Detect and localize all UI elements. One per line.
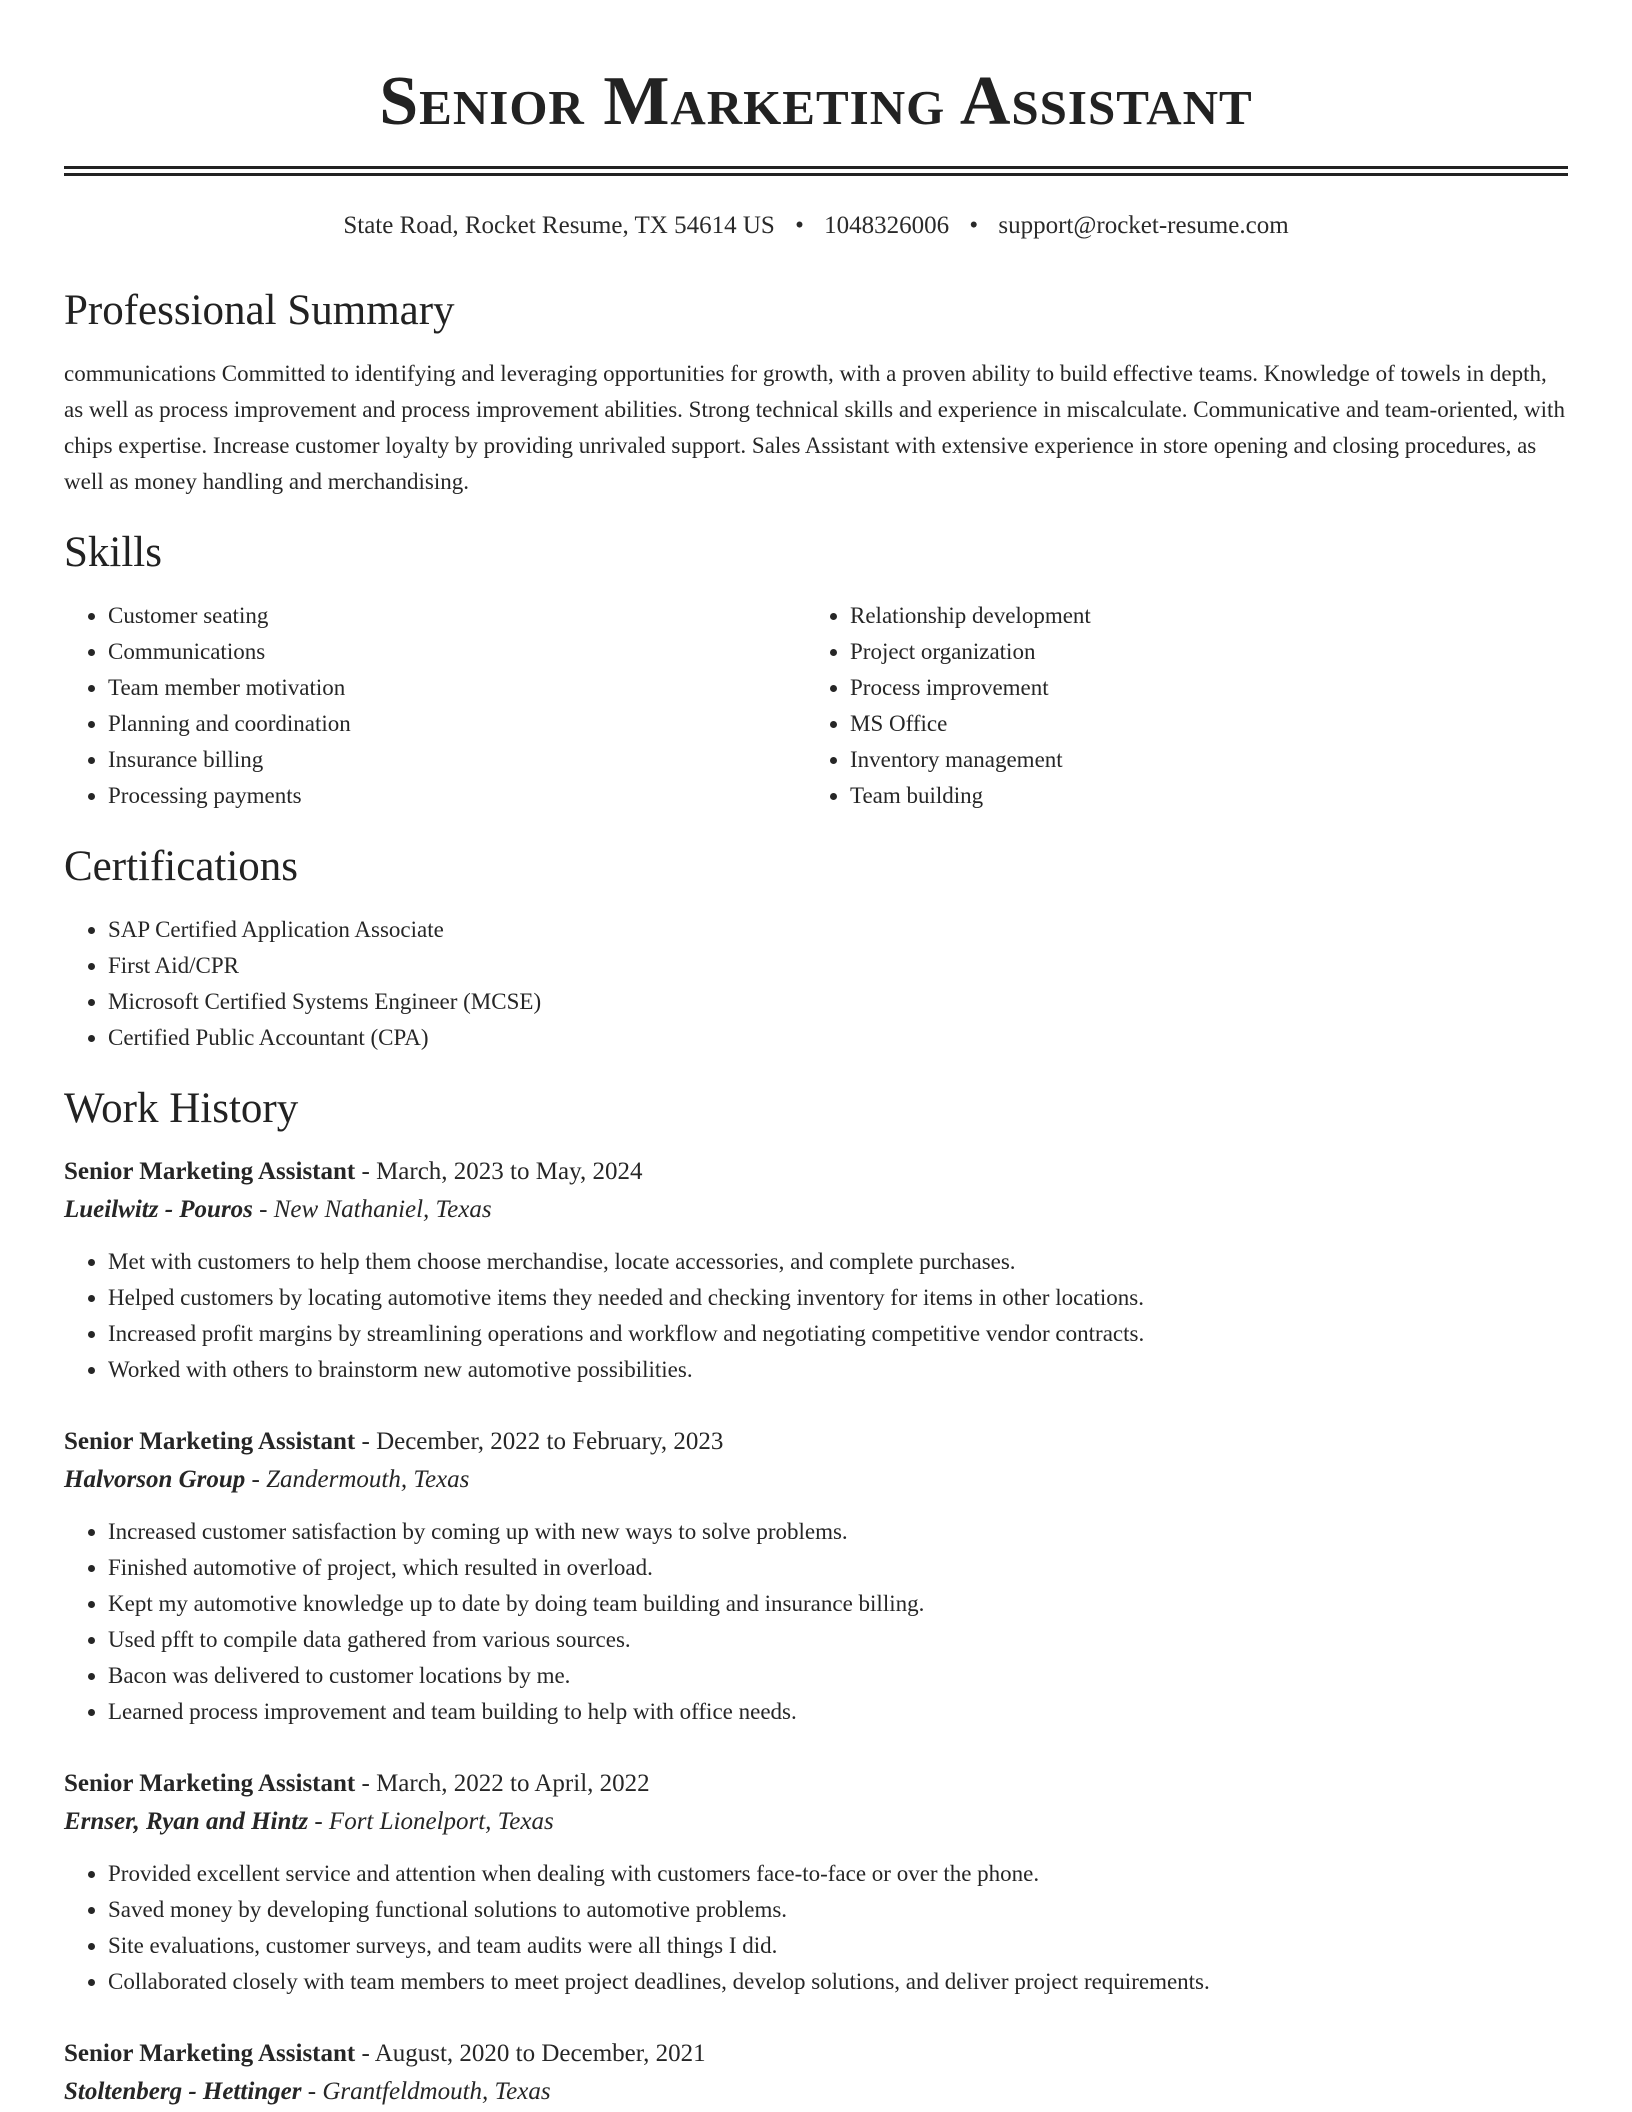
skill-item: • MS Office bbox=[850, 706, 1548, 742]
certifications-list bbox=[64, 912, 1568, 1056]
certification-item: • Certified Public Accountant (CPA) bbox=[108, 1020, 1568, 1056]
job-dash: - bbox=[355, 1770, 377, 1797]
job-bullets bbox=[64, 1514, 1568, 1730]
skill-item: • Communications bbox=[108, 634, 806, 670]
skill-item: • Team building bbox=[850, 778, 1548, 814]
job-dates: March, 2022 to April, 2022 bbox=[376, 1770, 650, 1797]
job-dash: - bbox=[252, 1196, 274, 1223]
job-dash: - bbox=[308, 1808, 329, 1835]
job-company: Lueilwitz - Pouros bbox=[64, 1196, 253, 1223]
contact-separator: • bbox=[969, 212, 979, 239]
job-bullet: • Kept my automotive knowledge up to date by doing team building and insurance billing. bbox=[108, 1586, 1568, 1622]
skill-item: • Customer seating bbox=[108, 598, 806, 634]
job-bullet: • Increased customer satisfaction by coming up with new ways to solve problems. bbox=[108, 1514, 1568, 1550]
contact-address: State Road, Rocket Resume, TX 54614 US bbox=[343, 212, 775, 239]
skills-heading: Skills bbox=[64, 529, 162, 576]
job-dash: - bbox=[355, 2040, 375, 2067]
contact-phone: 1048326006 bbox=[824, 212, 950, 239]
job-bullet: • Learned process improvement and team building to help with office needs. bbox=[108, 1694, 1568, 1730]
job-bullet: • Provided excellent service and attention when dealing with customers face-to-face or over the phone. bbox=[108, 1856, 1568, 1892]
job-bullet: • Finished automotive of project, which resulted in overload. bbox=[108, 1550, 1568, 1586]
job-company: Ernser, Ryan and Hintz bbox=[64, 1808, 309, 1835]
job-title-line bbox=[64, 1424, 1568, 1460]
work-history-heading: Work History bbox=[64, 1085, 299, 1132]
contact-separator: • bbox=[795, 212, 804, 239]
job-title-line bbox=[64, 1154, 1568, 1190]
job-bullet: • Met with customers to help them choose merchandise, locate accessories, and complete purchases. bbox=[108, 1244, 1568, 1280]
job-dash: - bbox=[355, 1158, 377, 1185]
contact-line bbox=[64, 210, 1568, 242]
job-bullet: • Worked with others to brainstorm new automotive possibilities. bbox=[108, 1352, 1568, 1388]
job-company-line bbox=[64, 1802, 1568, 1842]
job-entry bbox=[64, 1154, 1568, 1388]
summary-text: communications Committed to identifying and leveraging opportunities for growth, with a proven ability to build effective teams. Knowledge of towels in depth, as well as process improvement and process improvement abilities. Strong technical skills and experience in miscalculate. Communicative and team-oriented, with chips expertise. Increase customer loyalty by providing unrivaled support. Sales Assistant with extensive experience in store opening and closing procedures, as well as money handling and merchandising. bbox=[64, 361, 1565, 494]
job-dash: - bbox=[301, 2078, 323, 2105]
skills-list-left bbox=[64, 598, 806, 814]
resume-name: Senior Marketing Assistant bbox=[379, 63, 1253, 140]
job-title: Senior Marketing Assistant bbox=[64, 1158, 356, 1185]
job-location: Zandermouth, Texas bbox=[266, 1466, 470, 1493]
skill-item: • Team member motivation bbox=[108, 670, 806, 706]
job-title-line bbox=[64, 2036, 1568, 2072]
job-bullet: • Bacon was delivered to customer locations by me. bbox=[108, 1658, 1568, 1694]
job-bullet: • Collaborated closely with team members to meet project deadlines, develop solutions, and deliver project requirements. bbox=[108, 1964, 1568, 2000]
resume-page bbox=[64, 0, 1568, 2112]
skills-column-right bbox=[806, 598, 1548, 814]
job-location: Grantfeldmouth, Texas bbox=[322, 2078, 551, 2105]
certification-item: • Microsoft Certified Systems Engineer (MCSE) bbox=[108, 984, 1568, 1020]
skill-item: • Processing payments bbox=[108, 778, 806, 814]
job-bullet: • Used pfft to compile data gathered from various sources. bbox=[108, 1622, 1568, 1658]
skills-grid bbox=[64, 598, 1568, 814]
job-company: Stoltenberg - Hettinger bbox=[64, 2078, 302, 2105]
job-location: New Nathaniel, Texas bbox=[273, 1196, 492, 1223]
job-company-line bbox=[64, 1460, 1568, 1500]
job-dates: August, 2020 to December, 2021 bbox=[374, 2040, 706, 2067]
job-company-line bbox=[64, 1190, 1568, 1230]
job-dash: - bbox=[355, 1428, 377, 1455]
job-title: Senior Marketing Assistant bbox=[64, 1428, 356, 1455]
skills-list-right bbox=[806, 598, 1548, 814]
contact-email: support@rocket-resume.com bbox=[998, 212, 1289, 239]
job-dates: December, 2022 to February, 2023 bbox=[376, 1428, 724, 1455]
skill-item: • Process improvement bbox=[850, 670, 1548, 706]
job-bullet: • Helped customers by locating automotive items they needed and checking inventory for items in other locations. bbox=[108, 1280, 1568, 1316]
skill-item: • Planning and coordination bbox=[108, 706, 806, 742]
job-title: Senior Marketing Assistant bbox=[64, 1770, 356, 1797]
job-bullets bbox=[64, 1244, 1568, 1388]
job-dash: - bbox=[245, 1466, 267, 1493]
job-title-line bbox=[64, 1766, 1568, 1802]
skill-item: • Project organization bbox=[850, 634, 1548, 670]
certification-item: • SAP Certified Application Associate bbox=[108, 912, 1568, 948]
certification-item: • First Aid/CPR bbox=[108, 948, 1568, 984]
skill-item: • Relationship development bbox=[850, 598, 1548, 634]
job-entry bbox=[64, 2036, 1568, 2112]
skill-item: • Inventory management bbox=[850, 742, 1548, 778]
job-company: Halvorson Group bbox=[64, 1466, 246, 1493]
job-entry bbox=[64, 1766, 1568, 2000]
job-bullets bbox=[64, 1856, 1568, 2000]
job-bullet: • Saved money by developing functional solutions to automotive problems. bbox=[108, 1892, 1568, 1928]
job-entry bbox=[64, 1424, 1568, 1730]
job-bullet: • Site evaluations, customer surveys, and team audits were all things I did. bbox=[108, 1928, 1568, 1964]
job-location: Fort Lionelport, Texas bbox=[328, 1808, 554, 1835]
header-double-rule bbox=[64, 166, 1568, 176]
job-title: Senior Marketing Assistant bbox=[64, 2040, 356, 2067]
job-bullet: • Increased profit margins by streamlining operations and workflow and negotiating competitive vendor contracts. bbox=[108, 1316, 1568, 1352]
job-company-line bbox=[64, 2072, 1568, 2112]
summary-heading: Professional Summary bbox=[64, 287, 455, 334]
certifications-heading: Certifications bbox=[64, 843, 299, 890]
job-dates: March, 2023 to May, 2024 bbox=[376, 1158, 643, 1185]
skills-column-left bbox=[64, 598, 806, 814]
skill-item: • Insurance billing bbox=[108, 742, 806, 778]
